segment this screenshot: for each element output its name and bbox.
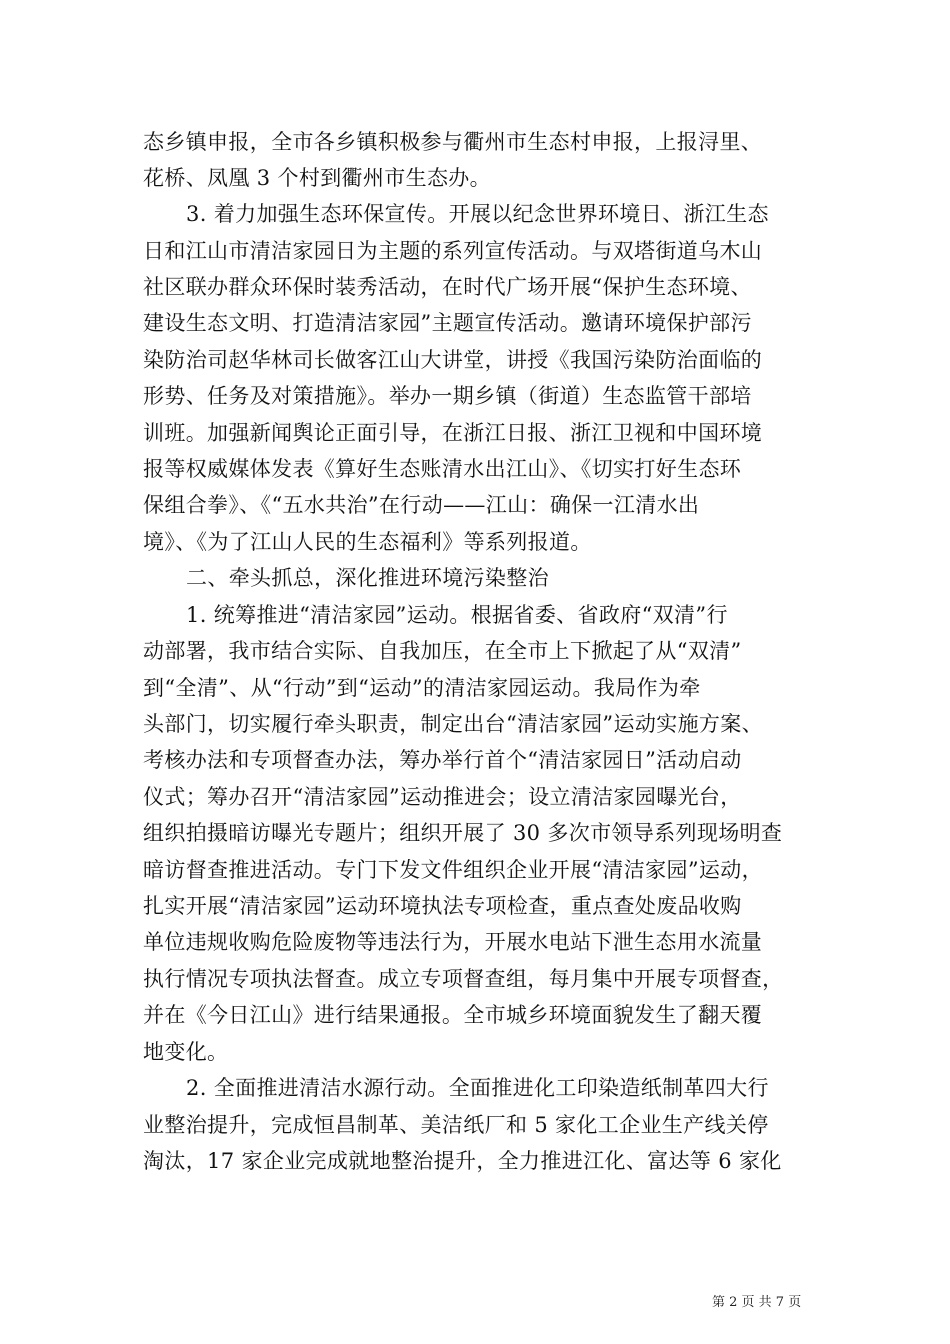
text-line: 建设生态文明、打造清洁家园”主题宣传活动。邀请环境保护部污: [143, 311, 752, 335]
text-line: 执行情况专项执法督查。成立专项督查组，每月集中开展专项督查，: [143, 967, 784, 991]
text-line: 单位违规收购危险废物等违法行为，开展水电站下泄生态用水流量: [143, 930, 763, 954]
text-line: 组织拍摄暗访曝光专题片；组织开展了 30 多次市领导系列现场明查: [143, 821, 783, 845]
text-line: 扎实开展“清洁家园”运动环境执法专项检查，重点查处废品收购: [143, 894, 742, 918]
text-line: 花桥、凤凰 3 个村到衢州市生态办。: [143, 166, 492, 190]
text-line: 3. 着力加强生态环保宣传。开展以纪念世界环境日、浙江生态: [186, 202, 769, 226]
text-line: 保组合拳》、《“五水共治”在行动——江山：确保一江清水出: [143, 493, 700, 517]
text-line: 形势、任务及对策措施》。举办一期乡镇（街道）生态监管干部培: [143, 384, 752, 408]
text-line: 淘汰，17 家企业完成就地整治提升，全力推进江化、富达等 6 家化: [143, 1149, 782, 1173]
text-line: 日和江山市清洁家园日为主题的系列宣传活动。与双塔街道乌木山: [143, 239, 763, 263]
text-line: 地变化。: [143, 1040, 229, 1064]
section-heading: 二、牵头抓总，深化推进环境污染整治: [186, 566, 549, 590]
text-line: 暗访督查推进活动。专门下发文件组织企业开展“清洁家园”运动，: [143, 858, 763, 882]
text-line: 态乡镇申报，全市各乡镇积极参与衢州市生态村申报，上报浔里、: [143, 130, 763, 154]
text-line: 2. 全面推进清洁水源行动。全面推进化工印染造纸制革四大行: [186, 1076, 769, 1100]
page-number: 第 2 页 共 7 页: [712, 1295, 802, 1310]
text-line: 社区联办群众环保时装秀活动，在时代广场开展“保护生态环境、: [143, 275, 752, 299]
text-line: 境》、《为了江山人民的生态福利》等系列报道。: [143, 530, 592, 554]
text-line: 动部署，我市结合实际、自我加压，在全市上下掀起了从“双清”: [143, 639, 742, 663]
text-line: 到“全清”、从“行动”到“运动”的清洁家园运动。我局作为牵: [143, 676, 701, 700]
text-line: 仪式；筹办召开“清洁家园”运动推进会；设立清洁家园曝光台，: [143, 785, 742, 809]
text-line: 染防治司赵华林司长做客江山大讲堂，讲授《我国污染防治面临的: [143, 348, 763, 372]
text-line: 头部门，切实履行牵头职责，制定出台“清洁家园”运动实施方案、: [143, 712, 763, 736]
text-line: 1. 统筹推进“清洁家园”运动。根据省委、省政府“双清”行: [186, 603, 728, 627]
text-line: 业整治提升，完成恒昌制革、美洁纸厂和 5 家化工企业生产线关停: [143, 1113, 769, 1137]
text-line: 训班。加强新闻舆论正面引导，在浙江日报、浙江卫视和中国环境: [143, 421, 763, 445]
text-line: 并在《今日江山》进行结果通报。全市城乡环境面貌发生了翻天覆: [143, 1003, 763, 1027]
text-line: 报等权威媒体发表《算好生态账清水出江山》、《切实打好生态环: [143, 457, 742, 481]
text-line: 考核办法和专项督查办法，筹办举行首个“清洁家园日”活动启动: [143, 748, 742, 772]
